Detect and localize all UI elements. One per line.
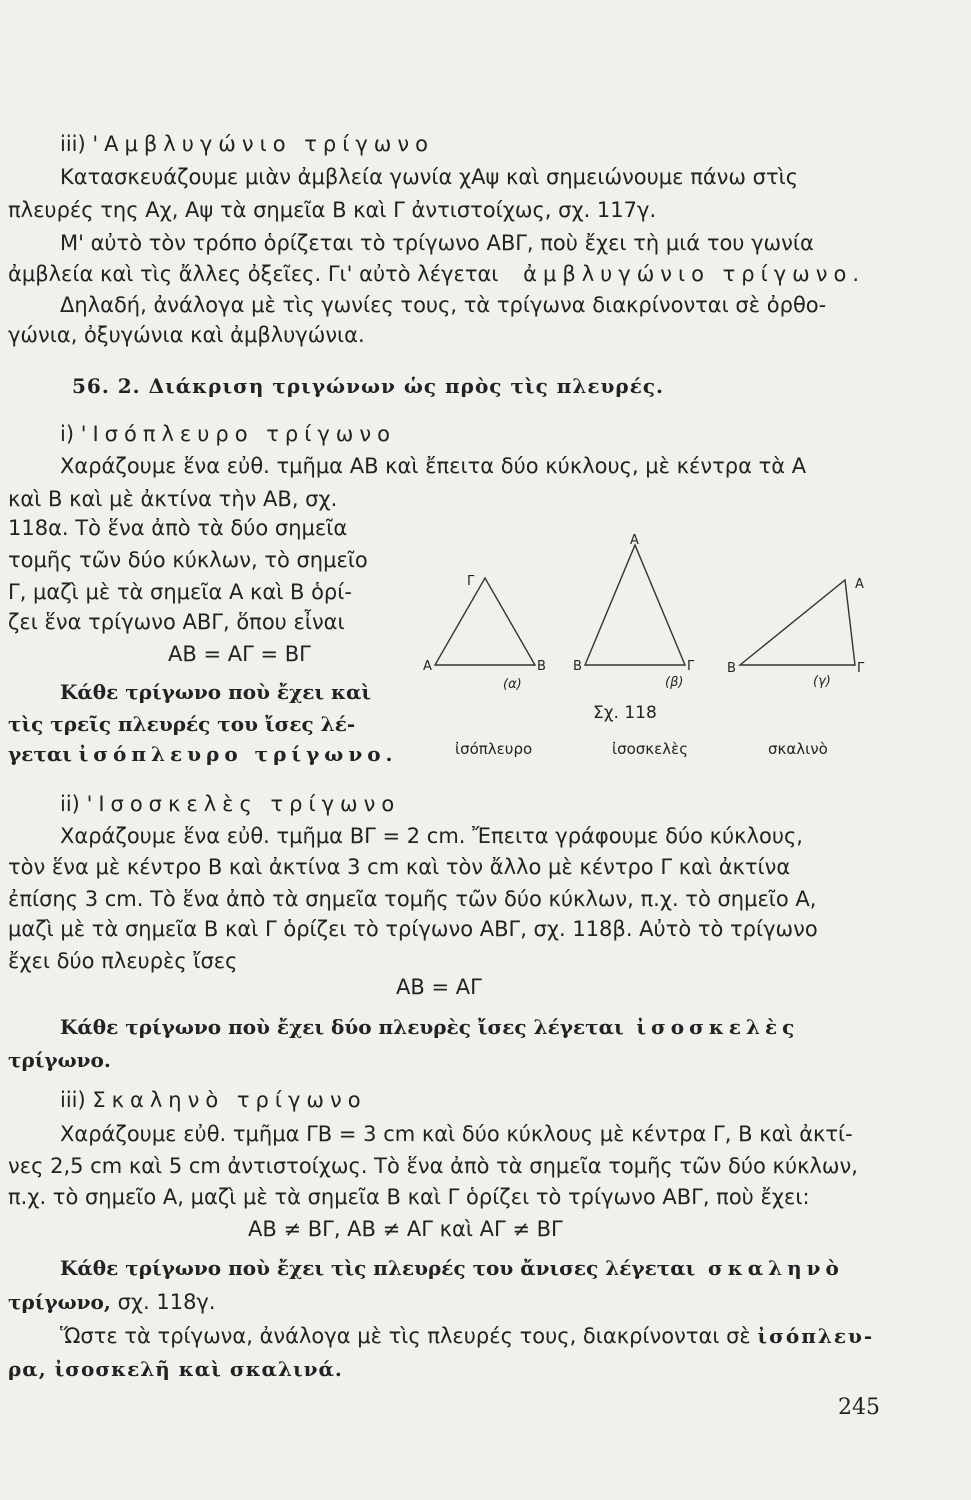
isosceles-line-1: Χαράζουμε ἕνα εὐθ. τμῆμα ΒΓ = 2 cm. Ἔπειτα γράφουμε δύο κύκλους, <box>60 824 803 848</box>
rule-end: τρίγωνο, <box>8 1290 111 1314</box>
isosceles-line-4: μαζὶ μὲ τὰ σημεῖα Β καὶ Γ ὁρίζει τὸ τρίγωνο ΑΒΓ, σχ. 118β. Αὐτὸ τὸ τρίγωνο <box>8 917 818 941</box>
scalene-term: σκαληνὸ <box>707 1256 844 1280</box>
equilateral-line-5: Γ, μαζὶ μὲ τὰ σημεῖα Α καὶ Β ὁρί- <box>8 580 352 604</box>
equilateral-rule-1: Κάθε τρίγωνο ποὺ ἔχει καὶ <box>60 680 372 704</box>
label-b-B: Β <box>573 659 582 674</box>
isosceles-line-2: τὸν ἕνα μὲ κέντρο Β καὶ ἀκτίνα 3 cm καὶ τὸν ἄλλο μὲ κέντρο Γ καὶ ἀκτίνα <box>8 855 791 879</box>
obtuse-line-3: Μ' αὐτὸ τὸν τρόπο ὁρίζεται τὸ τρίγωνο ΑΒΓ, ποὺ ἔχει τὴ μιά του γωνία <box>60 231 814 255</box>
label-a-A: Α <box>423 659 432 674</box>
heading-text: 'Ισοσκελὲς τρίγωνο <box>86 792 401 816</box>
obtuse-heading <box>60 130 434 158</box>
heading-number: ii) <box>60 792 80 816</box>
obtuse-line-2: πλευρές της Αχ, Αψ τὰ σημεῖα Β καὶ Γ ἀντιστοίχως, σχ. 117γ. <box>8 198 657 222</box>
conclusion-line-2: ρα, ἰσοσκελῆ καὶ σκαλινά. <box>8 1357 343 1381</box>
equilateral-line-2: καὶ Β καὶ μὲ ἀκτίνα τὴν ΑΒ, σχ. <box>8 487 338 511</box>
obtuse-summary-1: Δηλαδή, ἀνάλογα μὲ τὶς γωνίες τους, τὰ τρίγωνα διακρίνονται σὲ ὀρθο- <box>60 293 827 317</box>
equilateral-line-4: τομῆς τῶν δύο κύκλων, τὸ σημεῖο <box>8 548 368 572</box>
conclusion-line-1 <box>60 1322 874 1350</box>
equilateral-line-6: ζει ἕνα τρίγωνο ΑΒΓ, ὅπου εἶναι <box>8 610 345 634</box>
equilateral-rule-2: τὶς τρεῖς πλευρές του ἴσες λέ- <box>8 712 356 736</box>
obtuse-line-4-text: ἀμβλεία καὶ τὶς ἄλλες ὀξεῖες. Γι' αὐτὸ λέγεται <box>8 262 499 286</box>
equilateral-equation: ΑΒ = ΑΓ = ΒΓ <box>168 642 311 666</box>
caption-scalene: σκαλινὸ <box>768 740 828 758</box>
scalene-line-3: π.χ. τὸ σημεῖο Α, μαζὶ μὲ τὰ σημεῖα Β καὶ Γ ὁρίζει τὸ τρίγωνο ΑΒΓ, ποὺ ἔχει: <box>8 1185 810 1209</box>
rule-text: Κάθε τρίγωνο ποὺ ἔχει τὶς πλευρές του ἄνισες λέγεται <box>60 1256 696 1280</box>
label-fig-c: (γ) <box>813 674 831 689</box>
heading-text: Σκαληνὸ τρίγωνο <box>92 1088 367 1112</box>
triangle-isosceles <box>585 545 685 665</box>
obtuse-summary-2: γώνια, ὀξυγώνια καὶ ἀμβλυγώνια. <box>8 323 365 347</box>
rule-end: γεται <box>8 742 72 766</box>
label-b-A: Α <box>630 533 639 548</box>
rule-text: Κάθε τρίγωνο ποὺ ἔχει δύο πλευρὲς ἴσες λέγεται <box>60 1015 624 1039</box>
scalene-line-2: νες 2,5 cm καὶ 5 cm ἀντιστοίχως. Τὸ ἕνα ἀπὸ τὰ σημεῖα τομῆς τῶν δύο κύκλων, <box>8 1154 858 1178</box>
isosceles-line-3: ἐπίσης 3 cm. Τὸ ἕνα ἀπὸ τὰ σημεῖα τομῆς τῶν δύο κύκλων, π.χ. τὸ σημεῖο Α, <box>8 887 817 911</box>
page-number: 245 <box>838 1395 880 1420</box>
heading-number: iii) <box>60 1088 86 1112</box>
obtuse-line-4 <box>8 260 865 288</box>
isosceles-rule <box>60 1013 799 1041</box>
isosceles-term: ἰσοσκελὲς <box>636 1015 800 1039</box>
equilateral-line-1: Χαράζουμε ἕνα εὐθ. τμῆμα ΑΒ καὶ ἔπειτα δύο κύκλους, μὲ κέντρα τὰ Α <box>60 454 807 478</box>
figure-caption: Σχ. 118 <box>593 703 657 723</box>
equilateral-line-3: 118α. Τὸ ἕνα ἀπὸ τὰ δύο σημεῖα <box>8 516 348 540</box>
isosceles-equation: ΑΒ = ΑΓ <box>396 975 482 999</box>
caption-equilateral: ἰσόπλευρο <box>455 740 533 758</box>
label-fig-a: (α) <box>503 677 522 692</box>
heading-text: 'Ισόπλευρο τρίγωνο <box>80 422 396 446</box>
label-c-A: Α <box>855 577 864 592</box>
scalene-heading <box>60 1086 367 1114</box>
heading-number: iii) <box>60 132 86 156</box>
heading-number: i) <box>60 422 75 446</box>
scalene-equation: ΑΒ ≠ ΒΓ, ΑΒ ≠ ΑΓ καὶ ΑΓ ≠ ΒΓ <box>248 1217 563 1241</box>
triangle-equilateral <box>435 578 535 665</box>
label-fig-b: (β) <box>665 675 684 690</box>
isosceles-heading <box>60 790 400 818</box>
label-a-G: Γ <box>467 574 475 589</box>
label-c-B: Β <box>727 661 736 676</box>
label-a-B: Β <box>537 659 546 674</box>
section-title: 56. 2. Διάκριση τριγώνων ὡς πρὸς τὶς πλευρές. <box>72 374 665 398</box>
label-b-G: Γ <box>687 659 695 674</box>
triangle-scalene <box>740 580 855 665</box>
equilateral-heading <box>60 420 396 448</box>
scalene-rule <box>60 1254 844 1282</box>
caption-isosceles: ἰσοσκελὲς <box>612 740 689 758</box>
figure-ref: σχ. 118γ. <box>117 1290 216 1314</box>
obtuse-line-1: Κατασκευάζουμε μιὰν ἀμβλεία γωνία χΑψ καὶ σημειώνουμε πάνω στὶς <box>60 165 799 189</box>
isosceles-line-5: ἔχει δύο πλευρὲς ἴσες <box>8 949 238 973</box>
obtuse-term: ἀμβλυγώνιο τρίγωνο. <box>523 262 866 286</box>
conclusion-text: Ὥστε τὰ τρίγωνα, ἀνάλογα μὲ τὶς πλευρές τους, διακρίνονται σὲ <box>60 1324 751 1348</box>
isosceles-rule-end: τρίγωνο. <box>8 1048 111 1072</box>
figure-118 <box>415 530 885 765</box>
label-c-G: Γ <box>857 661 865 676</box>
conclusion-term: ἰσόπλευ- <box>757 1324 875 1348</box>
heading-text: 'Αμβλυγώνιο τρίγωνο <box>92 132 434 156</box>
scalene-line-1: Χαράζουμε εὐθ. τμῆμα ΓΒ = 3 cm καὶ δύο κύκλους μὲ κέντρα Γ, Β καὶ ἀκτί- <box>60 1122 853 1146</box>
equilateral-term: ἰσόπλευρο τρίγωνο. <box>78 742 398 766</box>
scalene-rule-end <box>8 1288 216 1316</box>
equilateral-rule-3 <box>8 740 398 768</box>
